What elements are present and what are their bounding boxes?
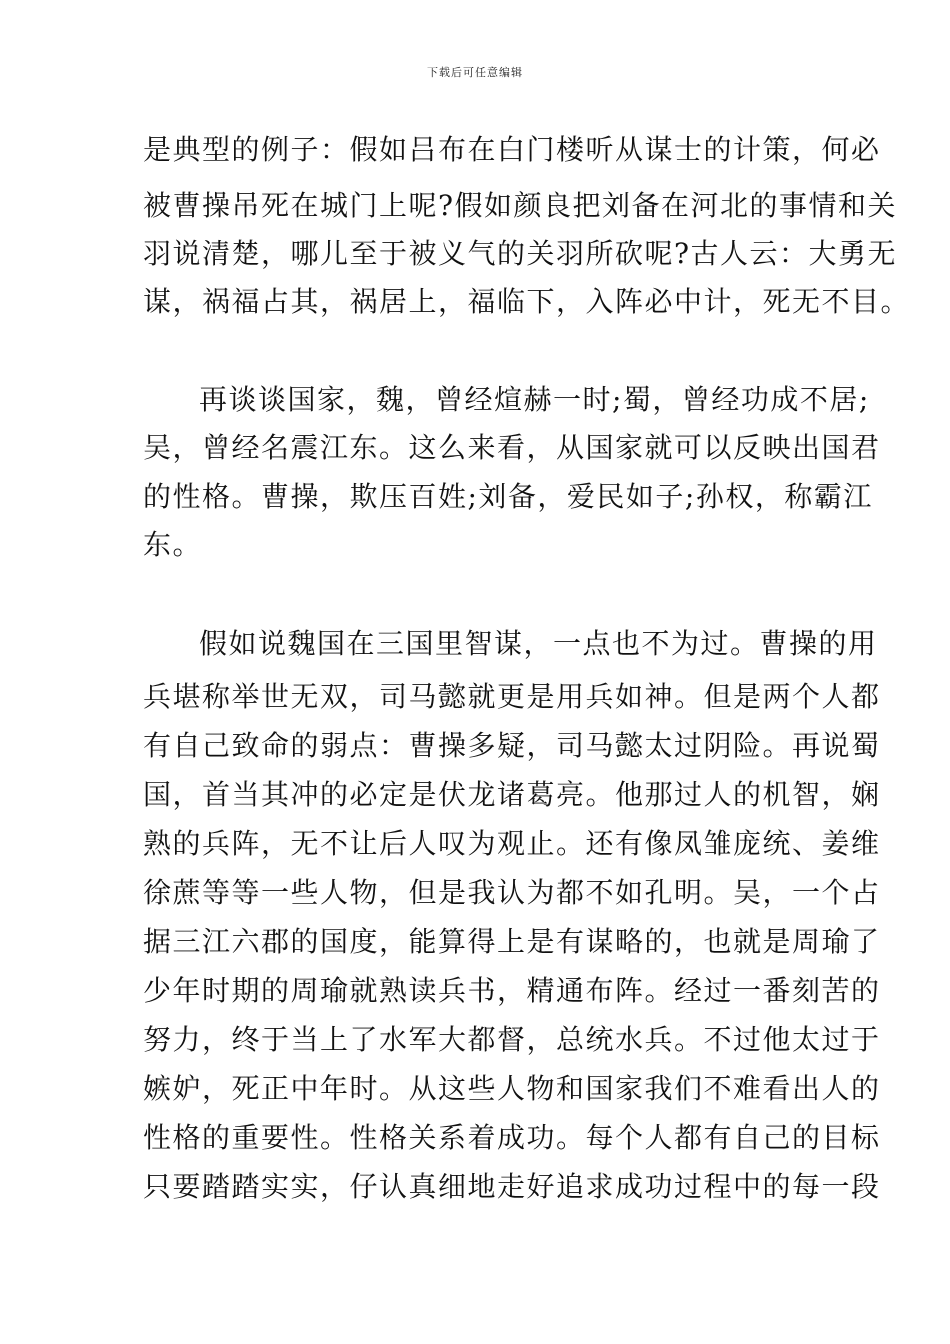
paragraph-3-line-11: 性格的重要性。性格关系着成功。每个人都有自己的目标 (143, 1121, 881, 1154)
paragraph-3-line-7: 据三江六郡的国度，能算得上是有谋略的，也就是周瑜了 (143, 925, 881, 958)
paragraph-2-line-2: 吴，曾经名震江东。这么来看，从国家就可以反映出国君 (143, 431, 881, 464)
paragraph-3-line-1: 假如说魏国在三国里智谋，一点也不为过。曹操的用 (199, 627, 878, 660)
paragraph-3-line-6: 徐蔗等等一些人物，但是我认为都不如孔明。吴，一个占 (143, 876, 881, 909)
paragraph-2-line-1: 再谈谈国家，魏，曾经煊赫一时;蜀，曾经功成不居; (199, 383, 870, 416)
paragraph-3-line-9: 努力，终于当上了水军大都督，总统水兵。不过他太过于 (143, 1023, 881, 1056)
paragraph-3-line-8: 少年时期的周瑜就熟读兵书，精通布阵。经过一番刻苦的 (143, 974, 881, 1007)
paragraph-3-line-5: 熟的兵阵，无不让后人叹为观止。还有像凤雏庞统、姜维 (143, 827, 881, 860)
page-header: 下载后可任意编辑 (427, 66, 523, 79)
paragraph-3-line-12: 只要踏踏实实，仔认真细地走好追求成功过程中的每一段 (143, 1170, 881, 1203)
paragraph-1-line-1: 是典型的例子：假如吕布在白门楼听从谋士的计策，何必 (143, 133, 881, 166)
paragraph-3-line-10: 嫉妒，死正中年时。从这些人物和国家我们不难看出人的 (143, 1072, 881, 1105)
paragraph-1-line-4: 谋，祸福占其，祸居上，福临下，入阵必中计，死无不目。 (143, 285, 911, 318)
paragraph-3-line-4: 国，首当其冲的必定是伏龙诸葛亮。他那过人的机智，娴 (143, 778, 881, 811)
paragraph-1-line-3: 羽说清楚，哪儿至于被义气的关羽所砍呢?古人云：大勇无 (143, 237, 898, 270)
paragraph-1-line-2: 被曹操吊死在城门上呢?假如颜良把刘备在河北的事情和关 (143, 189, 898, 222)
paragraph-2-line-4: 东。 (143, 528, 203, 561)
paragraph-2-line-3: 的性格。曹操，欺压百姓;刘备，爱民如子;孙权，称霸江 (143, 480, 873, 513)
paragraph-3-line-2: 兵堪称举世无双，司马懿就更是用兵如神。但是两个人都 (143, 680, 881, 713)
paragraph-3-line-3: 有自己致命的弱点：曹操多疑，司马懿太过阴险。再说蜀 (143, 729, 881, 762)
